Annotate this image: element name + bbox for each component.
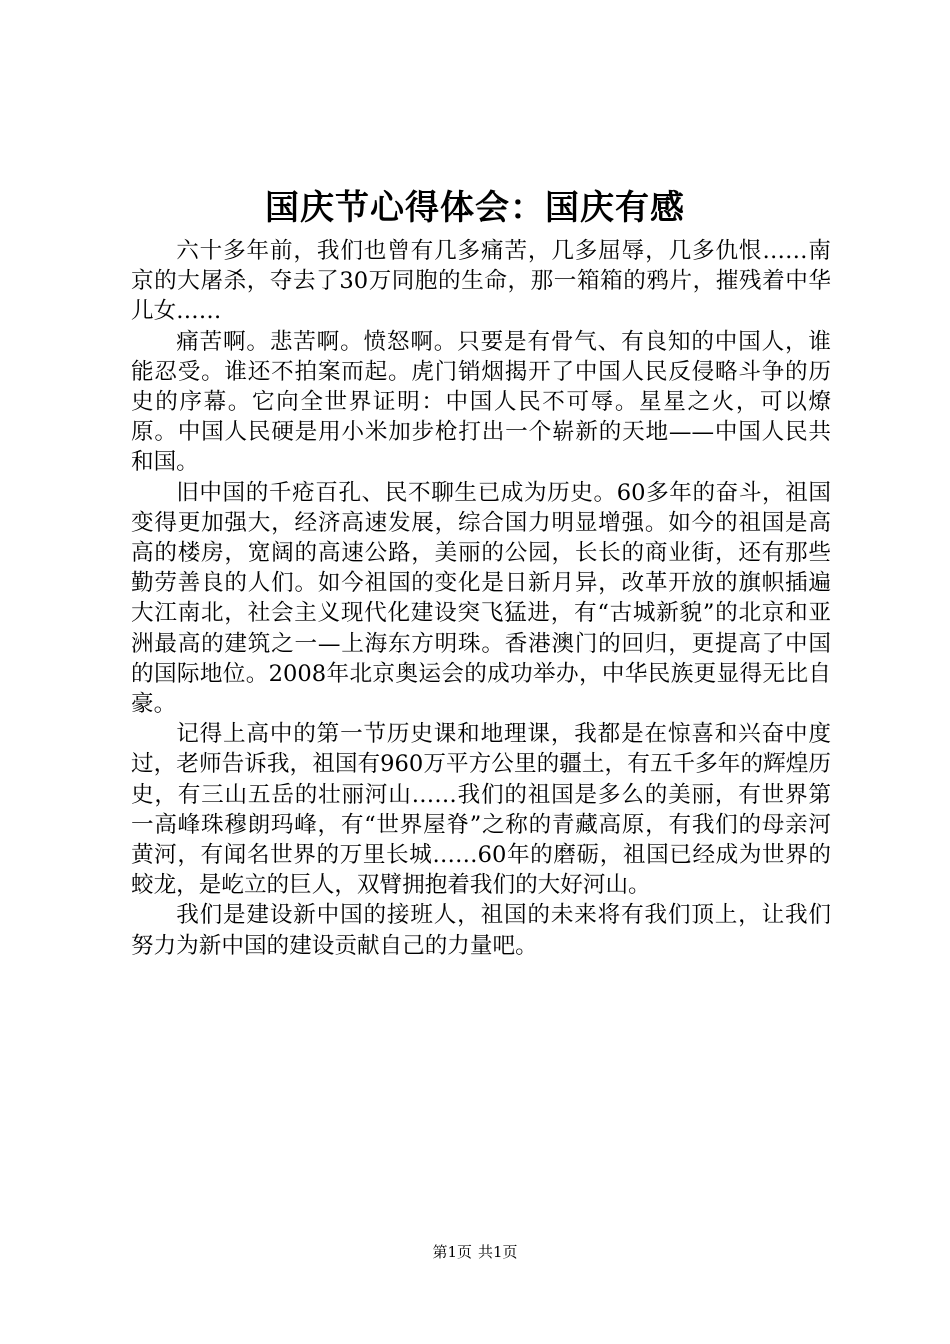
paragraph: 痛苦啊。悲苦啊。愤怒啊。只要是有骨气、有良知的中国人，谁能忍受。谁还不拍案而起。虎门销烟揭开了中国人民反侵略斗争的历史的序幕。它向全世界证明：中国人民不可辱。星星之火，可以燎原。中国人民硬是用小米加步枪打出一个崭新的天地——中国人民共和国。 — [131, 328, 831, 476]
document-body — [131, 236, 831, 961]
document-title: 国庆节心得体会：国庆有感 — [265, 188, 685, 228]
paragraph: 记得上高中的第一节历史课和地理课，我都是在惊喜和兴奋中度过，老师告诉我，祖国有960万平方公里的疆土，有五千多年的辉煌历史，有三山五岳的壮丽河山……我们的祖国是多么的美丽，有世界第一高峰珠穆朗玛峰，有“世界屋脊”之称的青藏高原，有我们的母亲河黄河，有闻名世界的万里长城……60年的磨砺，祖国已经成为世界的蛟龙，是屹立的巨人，双臂拥抱着我们的大好河山。 — [131, 721, 831, 899]
paragraph: 我们是建设新中国的接班人，祖国的未来将有我们顶上，让我们努力为新中国的建设贡献自己的力量吧。 — [131, 902, 831, 959]
paragraph: 旧中国的千疮百孔、民不聊生已成为历史。60多年的奋斗，祖国变得更加强大，经济高速发展，综合国力明显增强。如今的祖国是高高的楼房，宽阔的高速公路，美丽的公园，长长的商业街，还有那些勤劳善良的人们。如今祖国的变化是日新月异，改革开放的旗帜插遍大江南北，社会主义现代化建设突飞猛进，有“古城新貌”的北京和亚洲最高的建筑之一—上海东方明珠。香港澳门的回归，更提高了中国的国际地位。2008年北京奥运会的成功举办，中华民族更显得无比自豪。 — [131, 479, 831, 718]
page-number: 第1页 — [432, 1243, 472, 1261]
paragraph: 六十多年前，我们也曾有几多痛苦，几多屈辱，几多仇恨……南京的大屠杀，夺去了30万同胞的生命，那一箱箱的鸦片，摧残着中华儿女…… — [131, 238, 831, 325]
page-footer — [0, 1242, 950, 1262]
page-total: 共1页 — [478, 1243, 518, 1261]
